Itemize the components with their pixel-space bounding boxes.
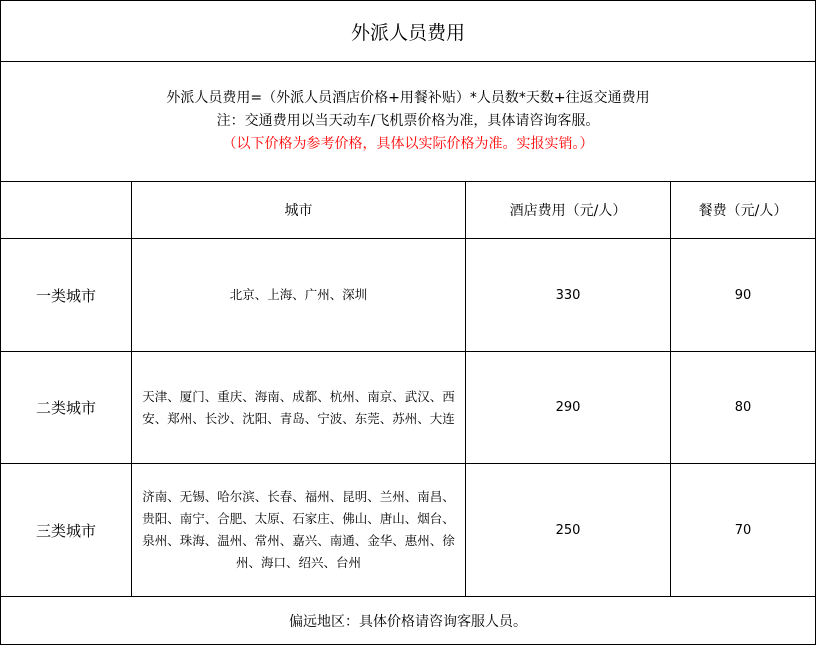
footer-row <box>1 597 816 645</box>
table-row <box>1 239 816 352</box>
sheet-title: 外派人员费用 <box>1 1 816 62</box>
reference-price-note: （以下价格为参考价格，具体以实际价格为准。实报实销。） <box>222 136 594 152</box>
cost-formula: 外派人员费用=（外派人员酒店价格+用餐补贴）*人员数*天数+往返交通费用 <box>166 90 650 106</box>
tier-label: 二类城市 <box>1 352 132 464</box>
title-row <box>1 1 816 62</box>
table-row <box>1 464 816 597</box>
formula-cell <box>1 62 816 182</box>
header-hotel-cost: 酒店费用（元/人） <box>466 182 671 239</box>
hotel-cost-value: 330 <box>466 239 671 352</box>
hotel-cost-value: 250 <box>466 464 671 597</box>
header-city: 城市 <box>132 182 466 239</box>
city-list: 北京、上海、广州、深圳 <box>132 239 466 352</box>
remote-area-note: 偏远地区：具体价格请咨询客服人员。 <box>1 597 816 645</box>
header-row <box>1 182 816 239</box>
city-list: 天津、厦门、重庆、海南、成都、杭州、南京、武汉、西安、郑州、长沙、沈阳、青岛、宁波、东莞、苏州、大连 <box>132 352 466 464</box>
table-row <box>1 352 816 464</box>
header-meal-cost: 餐费（元/人） <box>671 182 816 239</box>
header-tier <box>1 182 132 239</box>
transport-note: 注：交通费用以当天动车/飞机票价格为准，具体请咨询客服。 <box>216 113 600 129</box>
formula-row <box>1 62 816 182</box>
tier-label: 一类城市 <box>1 239 132 352</box>
meal-cost-value: 90 <box>671 239 816 352</box>
city-list: 济南、无锡、哈尔滨、长春、福州、昆明、兰州、南昌、贵阳、南宁、合肥、太原、石家庄、佛山、唐山、烟台、泉州、珠海、温州、常州、嘉兴、南通、金华、惠州、徐州、海口、绍兴、台州 <box>132 464 466 597</box>
meal-cost-value: 70 <box>671 464 816 597</box>
tier-label: 三类城市 <box>1 464 132 597</box>
meal-cost-value: 80 <box>671 352 816 464</box>
hotel-cost-value: 290 <box>466 352 671 464</box>
